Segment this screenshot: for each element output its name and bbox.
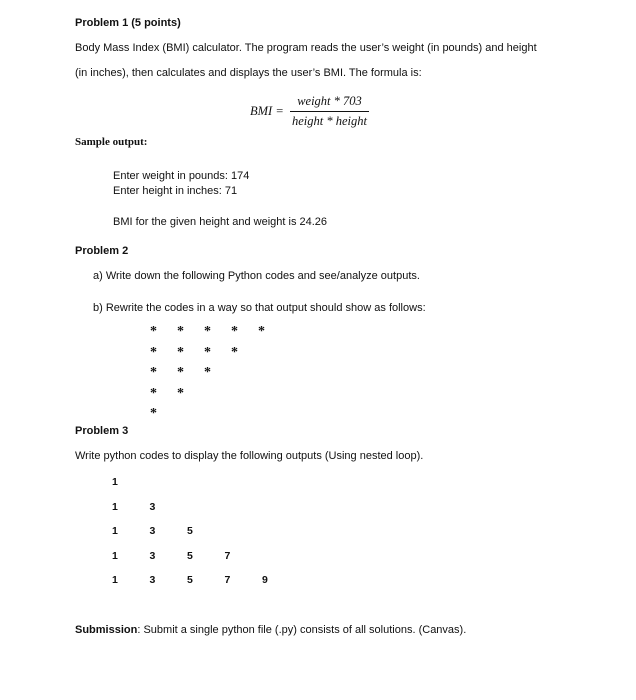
pattern-number: 1 [112,549,118,562]
pattern-number: 3 [149,574,156,586]
pattern-number: 1 [112,500,118,513]
pattern-number: 3 [149,525,156,537]
star-glyph: * [231,324,238,339]
problem2-title: Problem 2 [75,245,129,257]
star-glyph: * [177,324,184,339]
star-glyph: * [258,324,265,339]
pattern-number: 1 [112,525,118,537]
star-glyph: * [150,344,157,360]
star-glyph: * [204,365,211,380]
pattern-number: 7 [224,549,231,562]
pattern-number: 5 [187,549,193,562]
star-glyph: * [204,344,211,360]
pattern-number: 5 [187,525,193,537]
star-glyph: * [231,344,238,360]
sample-line-weight: Enter weight in pounds: 174 [113,170,250,182]
pattern-number: 5 [187,574,193,586]
problem1-desc-line2: (in inches), then calculates and displays the user’s BMI. The formula is: [75,67,422,79]
star-glyph: * [204,324,211,339]
pattern-number: 9 [262,574,268,586]
problem3-desc: Write python codes to display the following outputs (Using nested loop). [75,450,424,462]
star-glyph: * [177,385,184,401]
pattern-number: 1 [112,476,118,488]
submission-line [75,624,466,636]
problem2-item-b: b) Rewrite the codes in a way so that output should show as follows: [93,302,426,314]
problem1-title: Problem 1 (5 points) [75,17,181,29]
pattern-number: 3 [149,500,156,513]
formula-fraction [290,94,369,129]
formula-numerator: weight * 703 [297,94,362,108]
problem1-desc-line1: Body Mass Index (BMI) calculator. The program reads the user’s weight (in pounds) and height [75,42,537,54]
problem3-title: Problem 3 [75,425,129,437]
star-glyph: * [177,344,184,360]
sample-output-label: Sample output: [75,136,148,148]
sample-line-result: BMI for the given height and weight is 24.26 [113,216,328,228]
star-glyph: * [150,324,157,339]
star-glyph: * [150,365,157,380]
sample-line-height: Enter height in inches: 71 [113,185,238,197]
problem2-item-a: a) Write down the following Python codes and see/analyze outputs. [93,270,420,282]
star-glyph: * [150,406,157,421]
pattern-number: 3 [149,549,156,562]
star-glyph: * [150,385,157,401]
pattern-number: 7 [224,574,231,586]
submission-text: : Submit a single python file (.py) consists of all solutions. (Canvas). [137,624,467,636]
formula-denominator: height * height [290,111,369,129]
formula-lhs: BMI = [250,104,284,118]
star-glyph: * [177,365,184,380]
pattern-number: 1 [112,574,118,586]
submission-label: Submission [75,624,138,636]
